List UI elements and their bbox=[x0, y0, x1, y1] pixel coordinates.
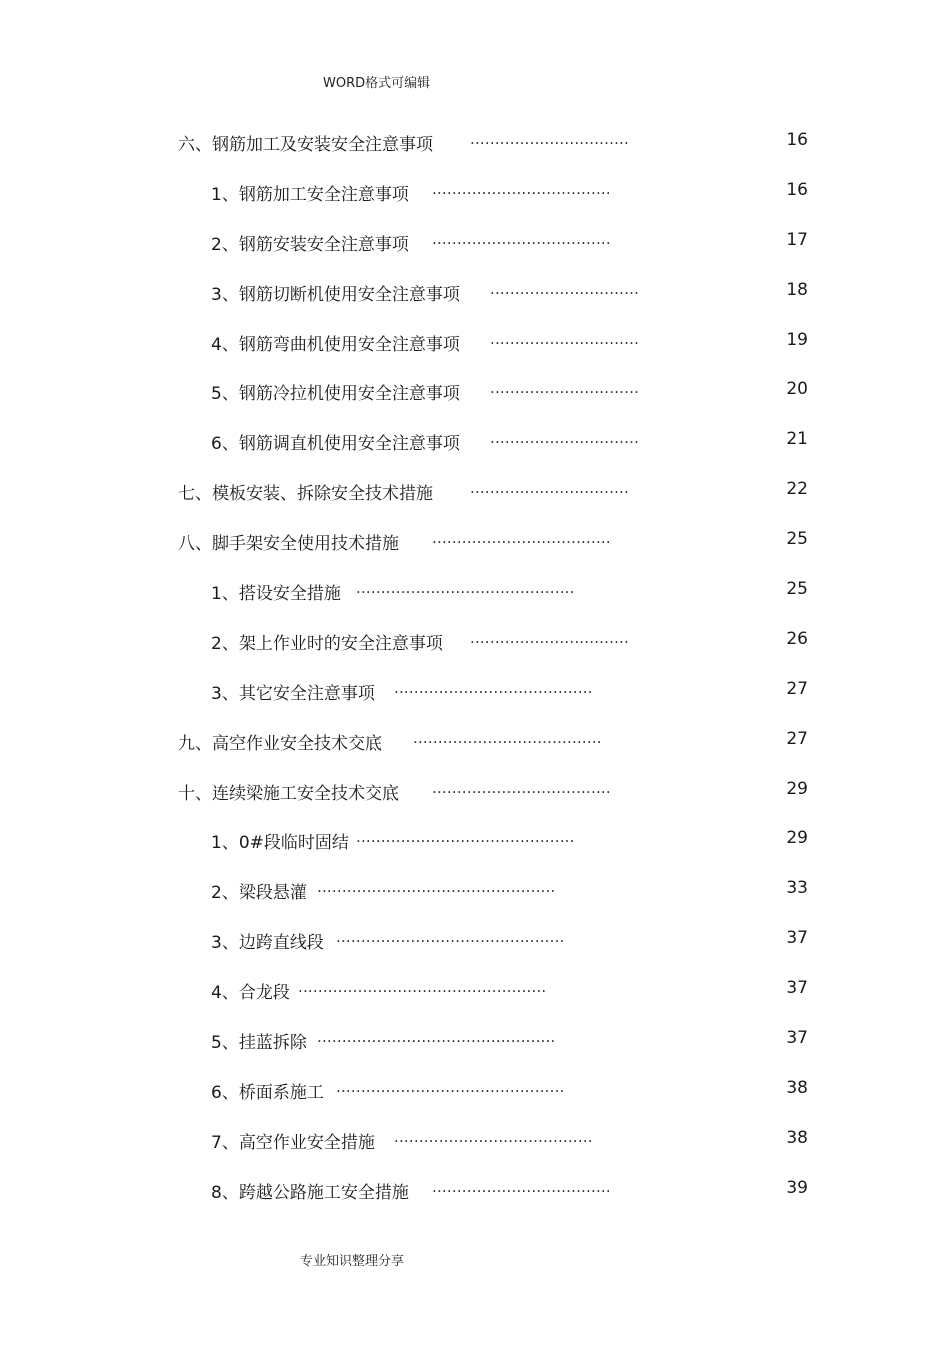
toc-entry-label: 1、0#段临时固结 bbox=[211, 833, 349, 854]
toc-page-number: 37 bbox=[786, 1028, 808, 1049]
toc-page-number: 27 bbox=[786, 678, 808, 699]
toc-entry[interactable] bbox=[0, 365, 950, 415]
toc-entry[interactable] bbox=[0, 565, 950, 615]
toc-page-number: 25 bbox=[786, 579, 808, 600]
toc-page-number: 18 bbox=[786, 279, 808, 300]
toc-entry[interactable] bbox=[0, 415, 950, 465]
toc-entry[interactable] bbox=[0, 765, 950, 815]
toc-page-number: 38 bbox=[786, 1077, 808, 1098]
toc-entry[interactable] bbox=[0, 1114, 950, 1164]
toc-leader-dots: .............................................. bbox=[336, 1077, 565, 1096]
toc-page-number: 38 bbox=[786, 1127, 808, 1148]
toc-entry[interactable] bbox=[0, 166, 950, 216]
toc-entry[interactable] bbox=[0, 864, 950, 914]
toc-entry-label: 6、桥面系施工 bbox=[211, 1082, 324, 1103]
toc-entry-label: 8、跨越公路施工安全措施 bbox=[211, 1182, 409, 1203]
toc-entry-label: 3、钢筋切断机使用安全注意事项 bbox=[211, 284, 460, 305]
toc-entry-label: 4、钢筋弯曲机使用安全注意事项 bbox=[211, 334, 460, 355]
toc-page-number: 21 bbox=[786, 429, 808, 450]
toc-entry-label: 十、连续梁施工安全技术交底 bbox=[178, 783, 399, 804]
toc-entry-label: 6、钢筋调直机使用安全注意事项 bbox=[211, 434, 460, 455]
toc-entry[interactable] bbox=[0, 814, 950, 864]
toc-page-number: 29 bbox=[786, 828, 808, 849]
toc-leader-dots: .................................... bbox=[432, 229, 611, 248]
toc-entry[interactable] bbox=[0, 1014, 950, 1064]
toc-leader-dots: ........................................ bbox=[394, 678, 593, 697]
toc-entry[interactable] bbox=[0, 465, 950, 515]
toc-leader-dots: ................................................ bbox=[317, 1028, 556, 1047]
toc-entry[interactable] bbox=[0, 1164, 950, 1214]
toc-entry-label: 2、梁段悬灌 bbox=[211, 883, 307, 904]
toc-entry[interactable] bbox=[0, 914, 950, 964]
toc-entry-label: 7、高空作业安全措施 bbox=[211, 1132, 375, 1153]
table-of-contents bbox=[0, 116, 950, 1214]
toc-leader-dots: .................................... bbox=[432, 179, 611, 198]
toc-page-number: 39 bbox=[786, 1177, 808, 1198]
toc-leader-dots: ................................ bbox=[470, 130, 629, 148]
toc-entry-label: 3、其它安全注意事项 bbox=[211, 683, 375, 704]
toc-page-number: 26 bbox=[786, 628, 808, 649]
toc-entry[interactable] bbox=[0, 715, 950, 765]
toc-leader-dots: .............................. bbox=[490, 279, 640, 298]
toc-page-number: 25 bbox=[786, 529, 808, 550]
toc-leader-dots: ............................................ bbox=[356, 828, 575, 847]
toc-leader-dots: .................................................. bbox=[298, 978, 547, 997]
toc-leader-dots: .................................... bbox=[432, 529, 611, 548]
toc-leader-dots: ................................................ bbox=[317, 878, 556, 897]
toc-leader-dots: ................................ bbox=[470, 628, 629, 647]
toc-page-number: 16 bbox=[786, 130, 808, 150]
toc-entry-label: 2、钢筋安装安全注意事项 bbox=[211, 234, 409, 255]
toc-entry-label: 九、高空作业安全技术交底 bbox=[178, 733, 382, 754]
toc-entry-label: 5、钢筋冷拉机使用安全注意事项 bbox=[211, 384, 460, 405]
page-footer: 专业知识整理分享 bbox=[300, 1254, 405, 1269]
toc-entry-label: 八、脚手架安全使用技术措施 bbox=[178, 534, 399, 555]
page-header: WORD格式可编辑 bbox=[323, 76, 431, 91]
toc-leader-dots: ................................ bbox=[470, 479, 629, 498]
toc-leader-dots: ........................................ bbox=[394, 1127, 593, 1146]
toc-entry[interactable] bbox=[0, 1064, 950, 1114]
toc-leader-dots: .................................... bbox=[432, 1177, 611, 1196]
toc-entry-label: 5、挂蓝拆除 bbox=[211, 1033, 307, 1054]
toc-leader-dots: ............................................ bbox=[356, 579, 575, 598]
toc-page-number: 33 bbox=[786, 878, 808, 899]
toc-leader-dots: .............................. bbox=[490, 429, 640, 448]
toc-leader-dots: ...................................... bbox=[413, 728, 602, 747]
toc-entry[interactable] bbox=[0, 615, 950, 665]
toc-page-number: 29 bbox=[786, 778, 808, 799]
toc-entry[interactable] bbox=[0, 216, 950, 266]
toc-entry[interactable] bbox=[0, 964, 950, 1014]
toc-entry-label: 3、边跨直线段 bbox=[211, 933, 324, 954]
toc-entry-label: 4、合龙段 bbox=[211, 983, 290, 1004]
toc-entry-label: 1、钢筋加工安全注意事项 bbox=[211, 184, 409, 205]
toc-entry-label: 六、钢筋加工及安装安全注意事项 bbox=[178, 135, 433, 155]
toc-page-number: 27 bbox=[786, 728, 808, 749]
toc-page-number: 22 bbox=[786, 479, 808, 500]
toc-leader-dots: .............................................. bbox=[336, 928, 565, 947]
toc-entry[interactable] bbox=[0, 116, 950, 166]
toc-leader-dots: .................................... bbox=[432, 778, 611, 797]
toc-entry-label: 1、搭设安全措施 bbox=[211, 584, 341, 605]
toc-page-number: 19 bbox=[786, 329, 808, 350]
toc-page-number: 37 bbox=[786, 978, 808, 999]
toc-page-number: 20 bbox=[786, 379, 808, 400]
toc-page-number: 16 bbox=[786, 179, 808, 200]
toc-entry[interactable] bbox=[0, 515, 950, 565]
toc-entry-label: 七、模板安装、拆除安全技术措施 bbox=[178, 484, 433, 505]
toc-entry[interactable] bbox=[0, 266, 950, 316]
toc-leader-dots: .............................. bbox=[490, 329, 640, 348]
toc-leader-dots: .............................. bbox=[490, 379, 640, 398]
toc-entry[interactable] bbox=[0, 665, 950, 715]
toc-page-number: 17 bbox=[786, 229, 808, 250]
toc-entry[interactable] bbox=[0, 316, 950, 366]
toc-entry-label: 2、架上作业时的安全注意事项 bbox=[211, 633, 443, 654]
toc-page-number: 37 bbox=[786, 928, 808, 949]
